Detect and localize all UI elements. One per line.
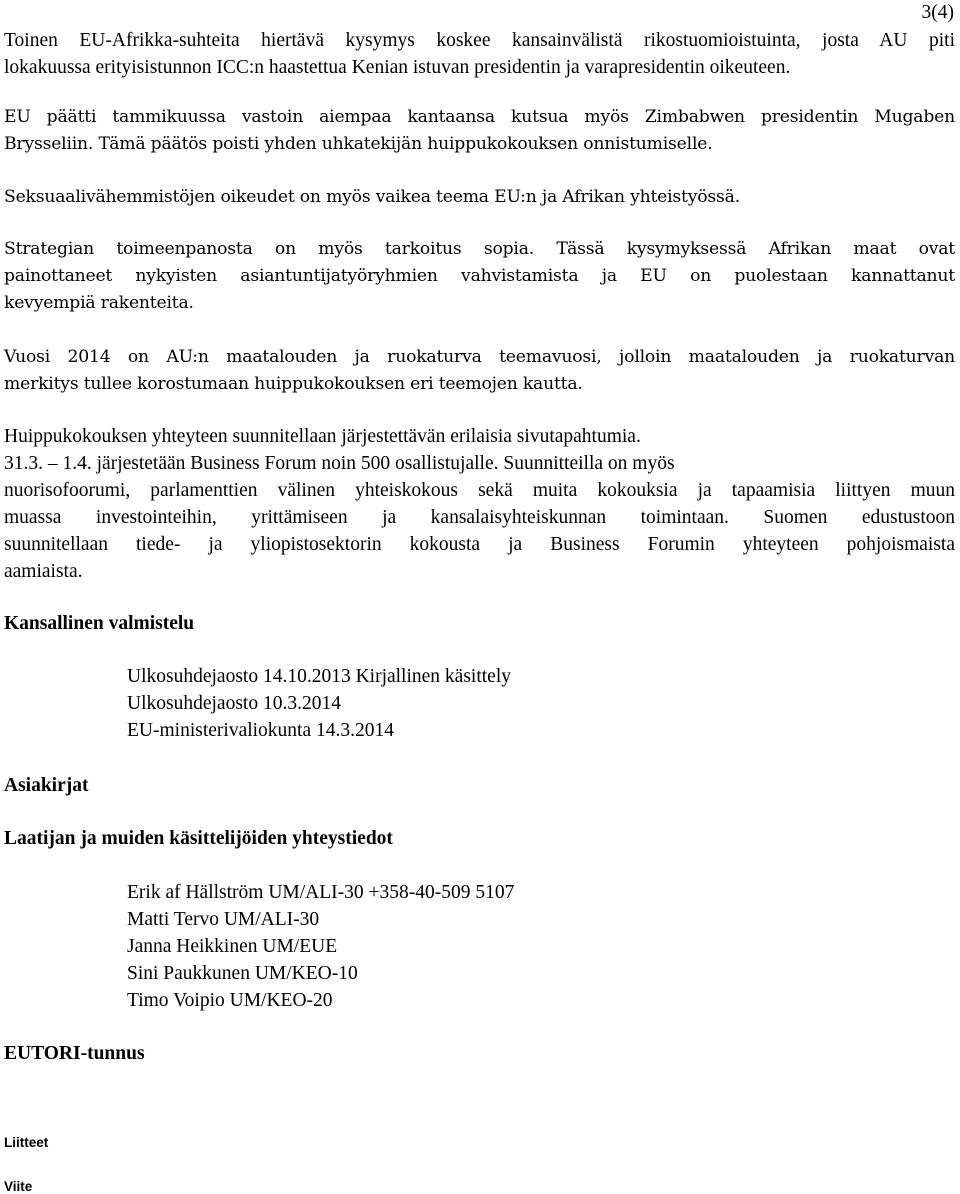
paragraph-line: muassa investointeihin, yrittämiseen ja kansalaisyhteiskunnan toimintaan. Suomen edustustoon bbox=[4, 507, 955, 528]
paragraph-line: merkitys tullee korostumaan huippukokouksen eri teemojen kautta. bbox=[4, 374, 583, 394]
paragraph-line: EU päätti tammikuussa vastoin aiempaa kantaansa kutsua myös Zimbabwen presidentin Mugaben bbox=[4, 107, 955, 127]
contact-entry: Janna Heikkinen UM/EUE bbox=[127, 936, 338, 957]
paragraph-line: lokakuussa erityisistunnon ICC:n haastettua Kenian istuvan presidentin ja varapresidentin oikeuteen. bbox=[4, 57, 791, 78]
list-item: Ulkosuhdejaosto 10.3.2014 bbox=[127, 693, 341, 714]
paragraph-line: 31.3. – 1.4. järjestetään Business Forum noin 500 osallistujalle. Suunnitteilla on myös bbox=[4, 453, 675, 474]
paragraph-line: nuorisofoorumi, parlamenttien välinen yhteiskokous sekä muita kokouksia ja tapaamisia liittyen muun bbox=[4, 480, 955, 501]
contact-entry: Sini Paukkunen UM/KEO-10 bbox=[127, 963, 358, 984]
section-heading-viite: Viite bbox=[4, 1179, 33, 1194]
paragraph-line: suunnitellaan tiede- ja yliopistosektorin kokousta ja Business Forumin yhteyteen pohjoismaista bbox=[4, 534, 955, 555]
paragraph-line: Huippukokouksen yhteyteen suunnitellaan järjestettävän erilaisia sivutapahtumia. bbox=[4, 426, 641, 447]
section-heading-eutori-tunnus: EUTORI-tunnus bbox=[4, 1043, 145, 1064]
contact-entry: Timo Voipio UM/KEO-20 bbox=[127, 990, 333, 1011]
section-heading-yhteystiedot: Laatijan ja muiden käsittelijöiden yhteystiedot bbox=[4, 828, 393, 849]
paragraph-line: Seksuaalivähemmistöjen oikeudet on myös vaikea teema EU:n ja Afrikan yhteistyössä. bbox=[4, 187, 740, 207]
paragraph-line: Strategian toimeenpanosta on myös tarkoitus sopia. Tässä kysymyksessä Afrikan maat ovat bbox=[4, 239, 955, 259]
paragraph-line: Brysseliin. Tämä päätös poisti yhden uhkatekijän huippukokouksen onnistumiselle. bbox=[4, 134, 713, 154]
paragraph-line: aamiaista. bbox=[4, 561, 83, 582]
paragraph-line: Toinen EU-Afrikka-suhteita hiertävä kysymys koskee kansainvälistä rikostuomioistuinta, josta AU piti bbox=[4, 30, 955, 51]
page-number: 3(4) bbox=[921, 2, 954, 23]
list-item: EU-ministerivaliokunta 14.3.2014 bbox=[127, 720, 395, 741]
paragraph-line: painottaneet nykyisten asiantuntijatyöryhmien vahvistamista ja EU on puolestaan kannattanut bbox=[4, 266, 955, 286]
section-heading-liitteet: Liitteet bbox=[4, 1135, 49, 1150]
section-heading-asiakirjat: Asiakirjat bbox=[4, 775, 89, 796]
paragraph-line: Vuosi 2014 on AU:n maatalouden ja ruokaturva teemavuosi, jolloin maatalouden ja ruokaturvan bbox=[4, 347, 955, 367]
contact-entry: Matti Tervo UM/ALI-30 bbox=[127, 909, 320, 930]
list-item: Ulkosuhdejaosto 14.10.2013 Kirjallinen käsittely bbox=[127, 666, 511, 687]
paragraph-line: kevyempiä rakenteita. bbox=[4, 293, 194, 313]
contact-entry: Erik af Hällström UM/ALI-30 +358-40-509 5107 bbox=[127, 882, 515, 903]
section-heading-kansallinen-valmistelu: Kansallinen valmistelu bbox=[4, 613, 195, 634]
